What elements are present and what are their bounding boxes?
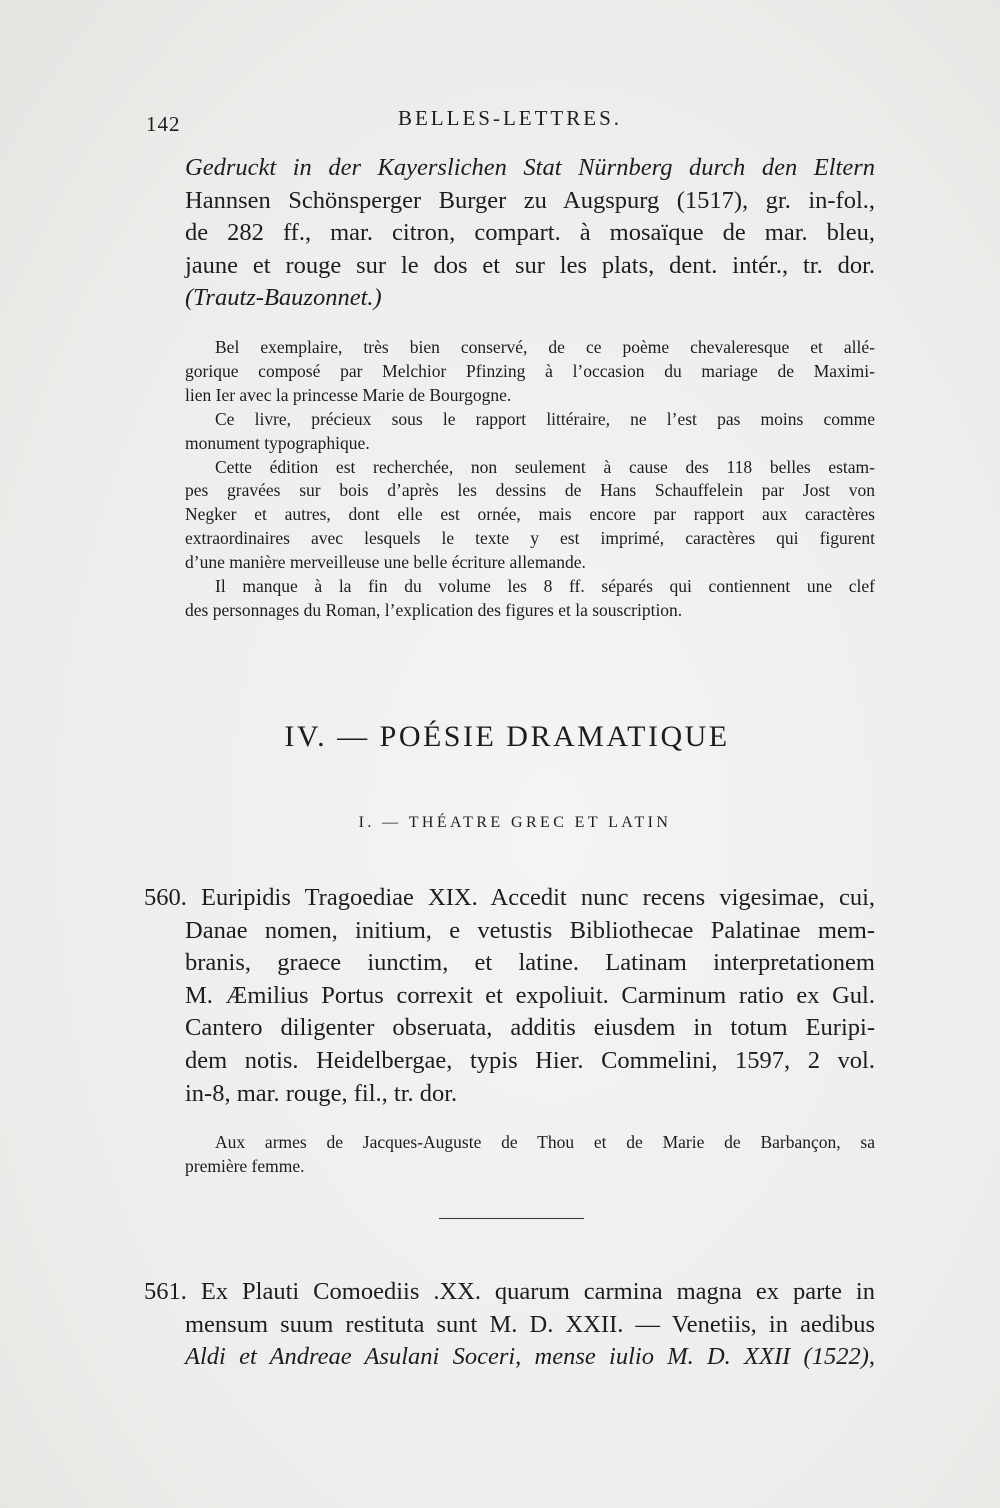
note-line: pes gravées sur bois d’après les dessins de Hans Schauffelein par Jost von	[185, 480, 875, 501]
entry-560-line: branis, graece iunctim, et latine. Latinam interpretationem	[185, 949, 875, 977]
entry-560-note	[185, 1131, 875, 1179]
subsection-title: I. — THÉATRE GREC ET LATIN	[358, 814, 672, 831]
note-line: Ce livre, précieux sous le rapport littéraire, ne l’est pas moins comme	[215, 408, 875, 429]
entry-559-line: (Trautz-Bauzonnet.)	[185, 284, 382, 312]
note-line: gorique composé par Melchior Pfinzing à l’occasion du mariage de Maximi-	[185, 360, 875, 381]
running-head: BELLES-LETTRES.	[397, 106, 623, 130]
note-line: Negker et autres, dont elle est ornée, mais encore par rapport aux caractères	[185, 504, 875, 525]
note-line: Bel exemplaire, très bien conservé, de ce poème chevaleresque et allé-	[215, 337, 875, 357]
entry-560-line: dem notis. Heidelbergae, typis Hier. Commelini, 1597, 2 vol.	[185, 1046, 875, 1074]
entry-559-continuation	[185, 152, 875, 315]
entry-561-line: mensum suum restituta sunt M. D. XXII. — Venetiis, in aedibus	[185, 1310, 875, 1338]
note-line: extraordinaires avec lesquels le texte y est imprimé, caractères qui figurent	[185, 528, 875, 549]
note-line: d’une manière merveilleuse une belle écriture allemande.	[185, 552, 586, 573]
entry-561-line: Aldi et Andreae Asulani Soceri, mense iulio M. D. XXII (1522),	[185, 1343, 875, 1371]
note-line: lien Ier avec la princesse Marie de Bourgogne.	[185, 384, 512, 405]
entry-560-line: Danae nomen, initium, e vetustis Bibliothecae Palatinae mem-	[185, 916, 875, 944]
section-title: IV. — POÉSIE DRAMATIQUE	[284, 720, 730, 753]
entry-560-line: M. Æmilius Portus correxit et expoliuit. Carminum ratio ex Gul.	[185, 981, 875, 1009]
note-line: Aux armes de Jacques-Auguste de Thou et de Marie de Barbançon, sa	[215, 1132, 875, 1152]
entry-559-line: jaune et rouge sur le dos et sur les plats, dent. intér., tr. dor.	[185, 251, 875, 279]
entry-560-line: in-8, mar. rouge, fil., tr. dor.	[185, 1079, 458, 1107]
note-line: des personnages du Roman, l’explication des figures et la souscription.	[185, 599, 683, 620]
entry-559-note	[185, 336, 875, 623]
entry-561-line: 561. Ex Plauti Comoediis .XX. quarum carmina magna ex parte in	[144, 1278, 875, 1305]
separator-rule	[439, 1218, 584, 1219]
entry-559-line: Gedruckt in der Kayerslichen Stat Nürnberg durch den Eltern	[185, 154, 875, 181]
note-line: Il manque à la fin du volume les 8 ff. séparés qui contiennent une clef	[215, 576, 875, 597]
entry-559-line: Hannsen Schönsperger Burger zu Augspurg (1517), gr. in-fol.,	[185, 186, 875, 214]
entry-560-line: Cantero diligenter obseruata, additis eiusdem in totum Euripi-	[185, 1014, 875, 1042]
entry-560	[144, 882, 875, 1110]
note-line: première femme.	[185, 1155, 305, 1176]
entry-560-line: 560. Euripidis Tragoediae XIX. Accedit nunc recens vigesimae, cui,	[144, 884, 875, 911]
note-line: monument typographique.	[185, 432, 370, 453]
page-number: 142	[146, 112, 181, 136]
note-line: Cette édition est recherchée, non seulement à cause des 118 belles estam-	[215, 456, 875, 477]
entry-559-line: de 282 ff., mar. citron, compart. à mosaïque de mar. bleu,	[185, 219, 875, 247]
entry-561	[144, 1276, 875, 1374]
